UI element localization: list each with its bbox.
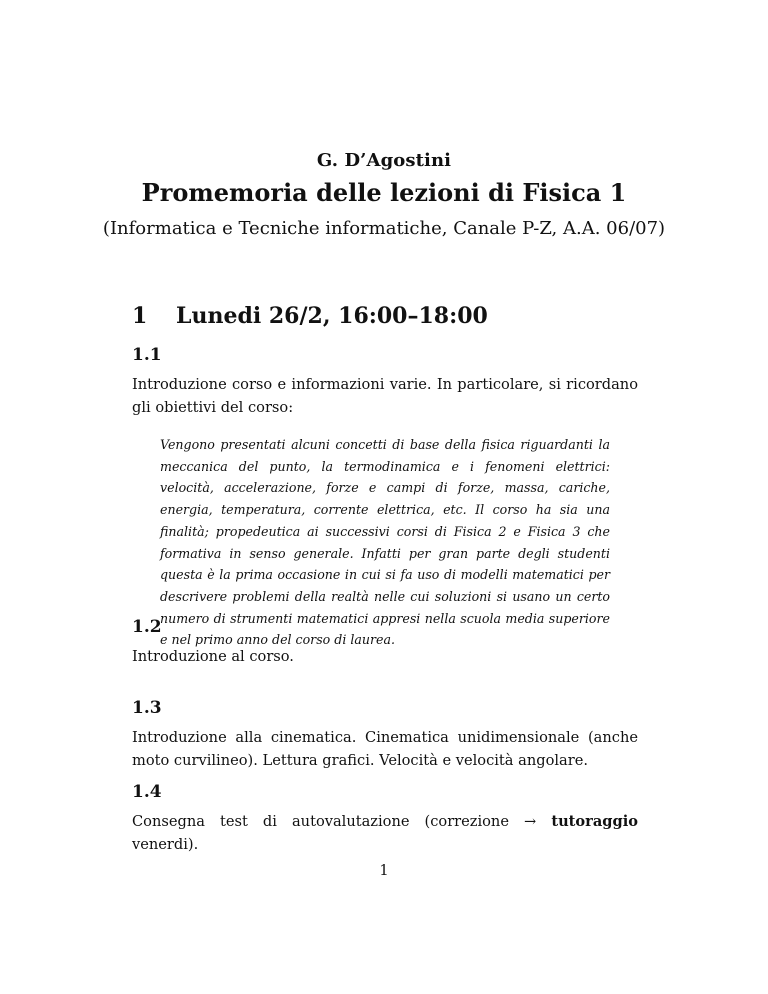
document-title: Promemoria delle lezioni di Fisica 1 [141,178,627,207]
section-heading [132,303,652,329]
subsection-1-1-heading: 1.1 [132,345,162,365]
section-number: 1 [132,303,148,329]
tutoraggio-term: tutoraggio [551,813,638,830]
subsection-1-4-text-end: venerdi). [132,836,199,853]
subsection-1-1-text: Introduzione corso e informazioni varie. In particolare, si ricordano gli obiettivi del corso: [132,376,638,416]
author-name: G. D’Agostini [316,150,452,171]
subsection-1-3-text: Introduzione alla cinematica. Cinematica unidimensionale (anche moto curvilineo). Lettura grafici. Velocità e velocità angolare. [132,729,638,769]
document-subtitle: (Informatica e Tecniche informatiche, Canale P-Z, A.A. 06/07) [102,218,666,239]
section-title: Lunedi 26/2, 16:00–18:00 [176,303,488,329]
subsection-1-2-text: Introduzione al corso. [132,648,294,665]
subsection-1-4-text-start: Consegna test di autovalutazione (correzione → [132,813,552,830]
course-objectives-quote: Vengono presentati alcuni concetti di base della fisica riguardanti la meccanica del punto, la termodinamica e i fenomeni elettrici: velocità, accelerazione, forze e campi di forze, massa, cariche, energia, temperatura, corrente elettrica, etc. Il corso ha sia una finalità; propedeutica ai successivi corsi di Fisica 2 e Fisica 3 che formativa in senso generale. Infatti per gran parte degli studenti questa è la prima occasione in cui si fa uso di modelli matematici per descrivere problemi della realtà nelle cui soluzioni si usano un certo numero di strumenti matematici appresi nella scuola media superiore e nel primo anno del corso di laurea. [160,437,610,648]
page-number: 1 [379,862,389,879]
subsection-1-2-heading: 1.2 [132,617,162,637]
subsection-1-4-heading: 1.4 [132,782,162,802]
subsection-1-3-heading: 1.3 [132,698,162,718]
subsection-1-4-text [132,810,638,856]
